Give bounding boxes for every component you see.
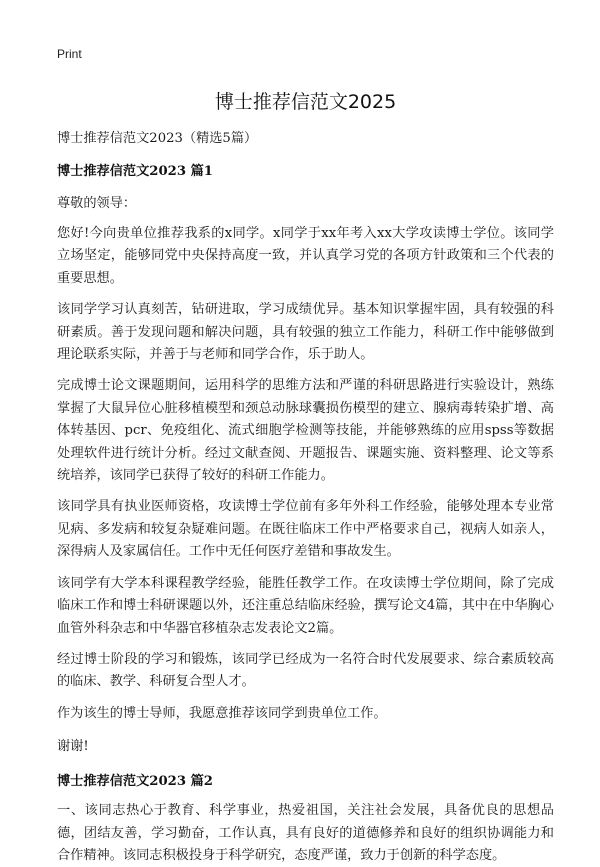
print-link[interactable]: Print [57, 47, 82, 61]
section-1-heading: 博士推荐信范文2023 篇1 [57, 164, 213, 179]
document-subtitle: 博士推荐信范文2023（精选5篇） [57, 131, 258, 146]
paragraph: 该同学有大学本科课程教学经验，能胜任教学工作。在攻读博士学位期间，除了完成临床工作和博士科研课题以外，还注重总结临床经验，撰写论文4篇，其中在中华胸心血管外科杂志和中华器官移植杂志发表论文2篇。 [57, 575, 554, 636]
page-title: 博士推荐信范文2025 [214, 91, 397, 113]
salutation: 尊敬的领导： [57, 196, 137, 211]
paragraph: 该同学具有执业医师资格，攻读博士学位前有多年外科工作经验，能够处理本专业常见病、多发病和较复杂疑难问题。在既往临床工作中严格要求自己，视病人如亲人，深得病人及家属信任。工作中无任何医疗差错和事故发生。 [57, 499, 554, 560]
paragraph: 经过博士阶段的学习和锻炼，该同学已经成为一名符合时代发展要求、综合素质较高的临床、教学、科研复合型人才。 [57, 651, 554, 690]
closing-remark: 谢谢! [57, 739, 89, 755]
section-2-heading: 博士推荐信范文2023 篇2 [57, 774, 213, 790]
paragraph: 作为该生的博士导师，我愿意推荐该同学到贵单位工作。 [57, 705, 387, 721]
paragraph: 完成博士论文课题期间，运用科学的思维方法和严谨的科研思路进行实验设计，熟练掌握了大鼠异位心脏移植模型和颈总动脉球囊损伤模型的建立、腺病毒转染扩增、高体转基因、pcr、免疫组化、流式细胞学检测等技能，并能够熟练的应用spss等数据处理软件进行统计分析。经过文献查阅、开题报告、课题实施、资料整理、论文等系统培养，该同学已获得了较好的科研工作能力。 [57, 378, 554, 484]
paragraph: 该同学学习认真刻苦，钻研进取，学习成绩优异。基本知识掌握牢固，具有较强的科研素质。善于发现问题和解决问题，具有较强的独立工作能力，科研工作中能够做到理论联系实际，并善于与老师和同学合作，乐于助人。 [57, 302, 554, 363]
paragraph: 一、该同志热心于教育、科学事业，热爱祖国，关注社会发展，具备优良的思想品德，团结友善，学习勤奋，工作认真，具有良好的道德修养和良好的组织协调能力和合作精神。该同志积极投身于科学研究，态度严谨，致力于创新的科学态度。 [57, 803, 554, 863]
paragraph: 您好!今向贵单位推荐我系的x同学。x同学于xx年考入xx大学攻读博士学位。该同学立场坚定，能够同党中央保持高度一致，并认真学习党的各项方针政策和三个代表的重要思想。 [57, 226, 554, 286]
